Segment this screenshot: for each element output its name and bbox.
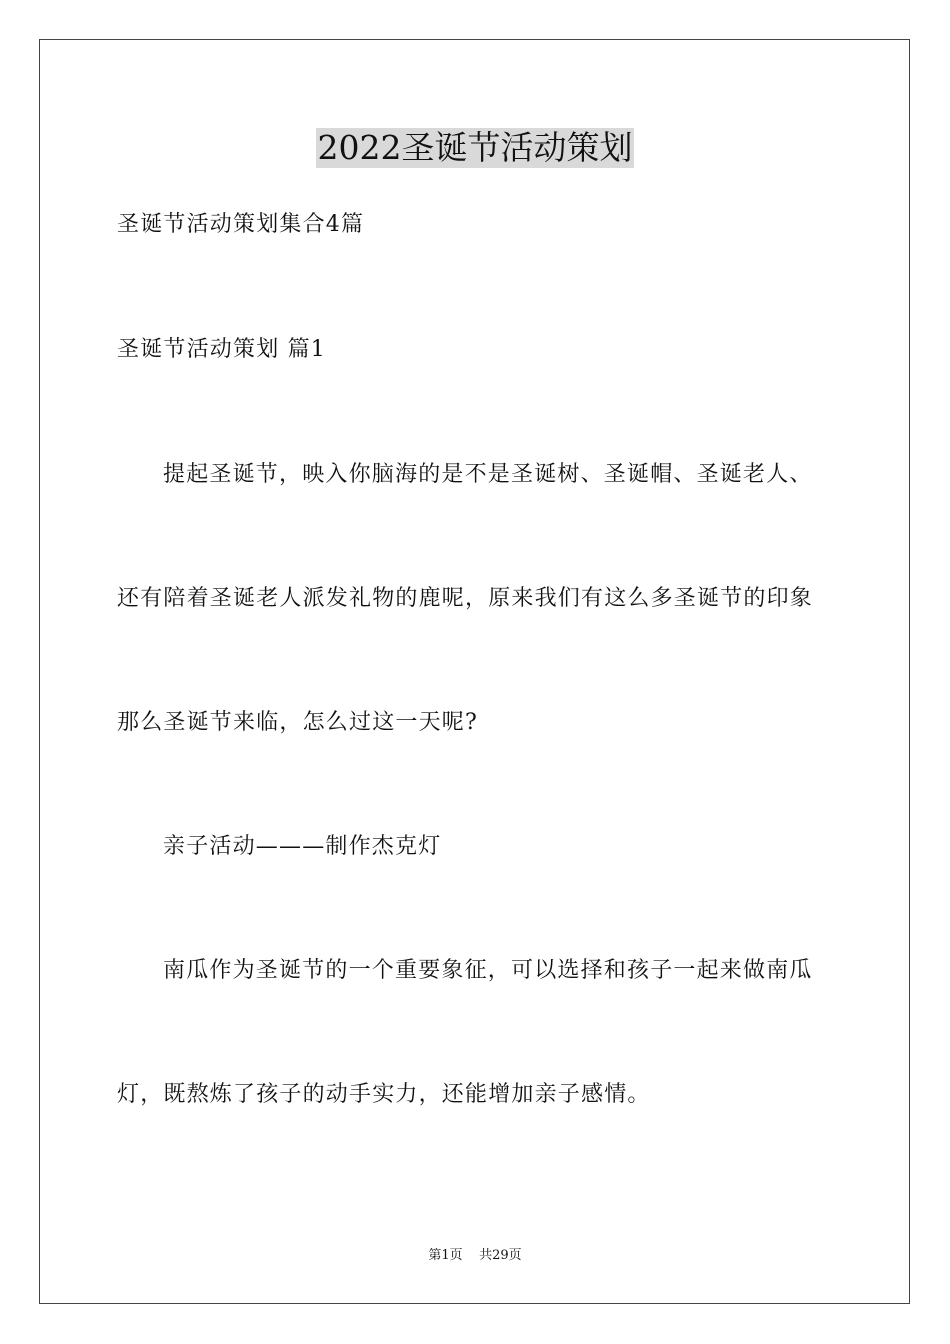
page-footer	[0, 1247, 950, 1265]
paragraph-line: 还有陪着圣诞老人派发礼物的鹿呢，原来我们有这么多圣诞节的印象	[117, 586, 814, 611]
paragraph-line: 那么圣诞节来临，怎么过这一天呢?	[117, 710, 478, 735]
paragraph-line: 提起圣诞节，映入你脑海的是不是圣诞树、圣诞帽、圣诞老人、	[163, 462, 813, 487]
paragraph-line: 灯，既熬炼了孩子的动手实力，还能增加亲子感情。	[117, 1082, 651, 1107]
paragraph-line: 南瓜作为圣诞节的一个重要象征，可以选择和孩子一起来做南瓜	[163, 958, 813, 983]
activity-heading: 亲子活动———制作杰克灯	[163, 834, 442, 859]
section-heading: 圣诞节活动策划 篇1	[117, 337, 326, 362]
page-number: 第1页	[428, 1248, 463, 1263]
page-total: 共29页	[479, 1248, 522, 1263]
title-container	[0, 128, 950, 168]
subtitle-line: 圣诞节活动策划集合4篇	[117, 212, 365, 237]
document-title: 2022圣诞节活动策划	[317, 128, 633, 167]
